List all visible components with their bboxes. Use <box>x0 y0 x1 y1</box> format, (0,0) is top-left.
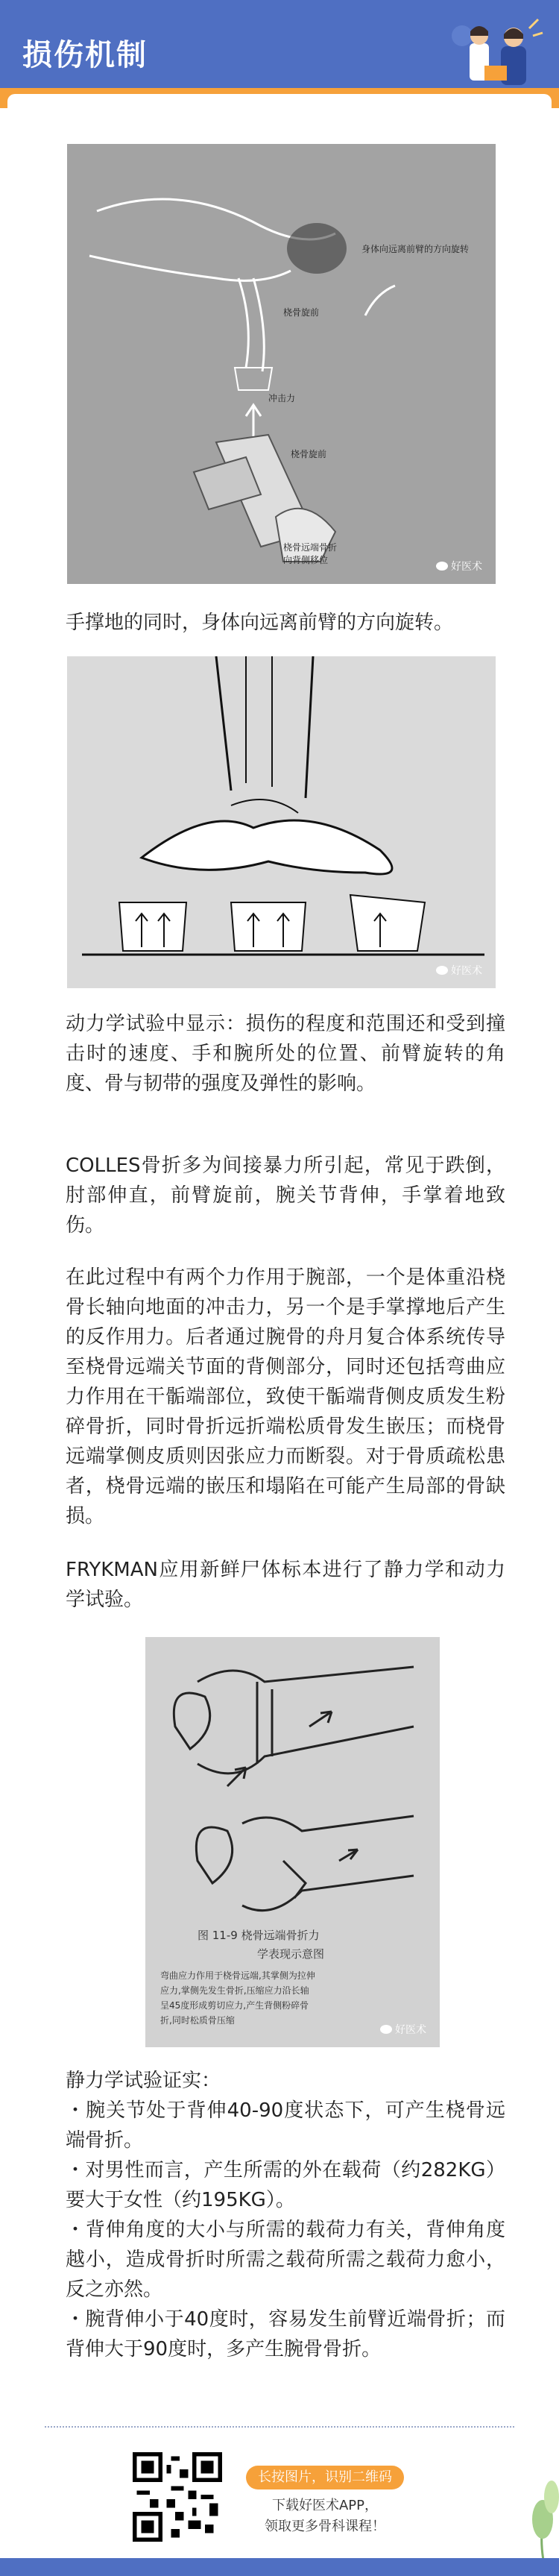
fig3-caption-line-3: 呈45度形成剪切应力,产生背侧粉碎骨 <box>160 2000 309 2011</box>
wechat-icon <box>436 966 448 975</box>
figure-fall-mechanism <box>67 144 496 584</box>
statics-item: ・腕关节处于背伸40-90度状态下，可产生桡骨远端骨折。 <box>66 2099 505 2152</box>
figure-1-caption: 手撑地的同时，身体向远离前臂的方向旋转。 <box>66 612 454 634</box>
qr-code-icon[interactable] <box>133 2452 222 2542</box>
statics-title: 静力学试验证实： <box>66 2070 221 2092</box>
get-courses-text: 领取更多骨科课程！ <box>265 2519 385 2534</box>
figure-hand-landing <box>67 656 496 988</box>
label-impact-force: 冲击力 <box>268 393 296 403</box>
watermark: 好医术 <box>436 559 482 574</box>
paragraph-colles: COLLES骨折多为间接暴力所引起，常见于跌倒，肘部伸直，前臂旋前，腕关节背伸，手掌着地致伤。 <box>66 1155 505 1237</box>
paragraph-dynamics: 动力学试验中显示：损伤的程度和范围还和受到撞击时的速度、手和腕所处的位置、前臂旋转的角度、骨与韧带的强度及弹性的影响。 <box>66 1013 505 1095</box>
fig3-caption-title: 图 11-9 桡骨远端骨折力 <box>198 1929 320 1942</box>
footer-divider <box>45 2426 514 2428</box>
qr-hint-text <box>246 2495 404 2537</box>
footer-bar <box>0 2558 559 2576</box>
statics-item: ・腕背伸小于40度时，容易发生前臂近端骨折；而背伸大于90度时，多产生腕骨骨折。 <box>66 2308 505 2360</box>
statics-item: ・背伸角度的大小与所需的载荷力有关，背伸角度越小，造成骨折时所需之载荷所需之载荷力愈小，反之亦然。 <box>66 2219 505 2301</box>
download-app-text: 下载好医术APP， <box>271 2498 379 2513</box>
fig3-caption-line-4: 折,同时松质骨压缩 <box>160 2015 235 2026</box>
label-body-rotate: 身体向远离前臂的方向旋转 <box>361 244 470 254</box>
watermark: 好医术 <box>380 2022 426 2037</box>
paragraph-frykman: FRYKMAN应用新鲜尸体标本进行了静力学和动力学试验。 <box>66 1559 505 1611</box>
qr-hint-badge: 长按图片，识别二维码 <box>246 2466 404 2489</box>
radius-mechanics-illustration <box>145 1637 440 2047</box>
doctors-illustration-icon <box>440 13 544 95</box>
hand-landing-illustration <box>67 656 496 988</box>
fig3-caption-subtitle: 学表现示意图 <box>257 1947 325 1961</box>
wechat-icon <box>380 2025 392 2034</box>
label-dorsal-shift: 向背侧移位 <box>283 555 329 565</box>
statics-section <box>66 2066 505 2364</box>
label-distal-fracture: 桡骨远端骨折 <box>283 542 338 553</box>
watermark: 好医术 <box>436 963 482 978</box>
page-title: 损伤机制 <box>22 38 148 72</box>
fall-mechanism-illustration <box>67 144 496 584</box>
figure-radius-mechanics <box>145 1637 440 2047</box>
paragraph-forces: 在此过程中有两个力作用于腕部，一个是体重沿桡骨长轴向地面的冲击力，另一个是手掌撑地后产生的反作用力。后者通过腕骨的舟月复合体系统传导至桡骨远端关节面的背侧部分，同时还包括弯曲应力作用在干骺端部位，致使干骺端背侧皮质发生粉碎骨折，同时骨折远折端松质骨发生嵌压；而桡骨远端掌侧皮质则因张应力而断裂。对于骨质疏松患者，桡骨远端的嵌压和塌陷在可能产生局部的骨缺损。 <box>66 1266 505 1527</box>
label-radius-pronation: 桡骨旋前 <box>283 307 320 318</box>
header-accent-band <box>0 88 559 108</box>
fig3-caption-line-1: 弯曲应力作用于桡骨远端,其掌侧为拉伸 <box>160 1970 315 1981</box>
statics-item: ・对男性而言，产生所需的外在载荷（约282KG）要大于女性（约195KG）。 <box>66 2159 505 2211</box>
label-radius-pronation-2: 桡骨旋前 <box>291 449 327 459</box>
page-header <box>0 0 559 108</box>
footer <box>0 2437 559 2576</box>
plant-decoration-icon <box>514 2460 559 2564</box>
fig3-caption-line-2: 应力,掌侧先发生骨折,压缩应力沿长轴 <box>160 1985 309 1996</box>
wechat-icon <box>436 562 448 571</box>
